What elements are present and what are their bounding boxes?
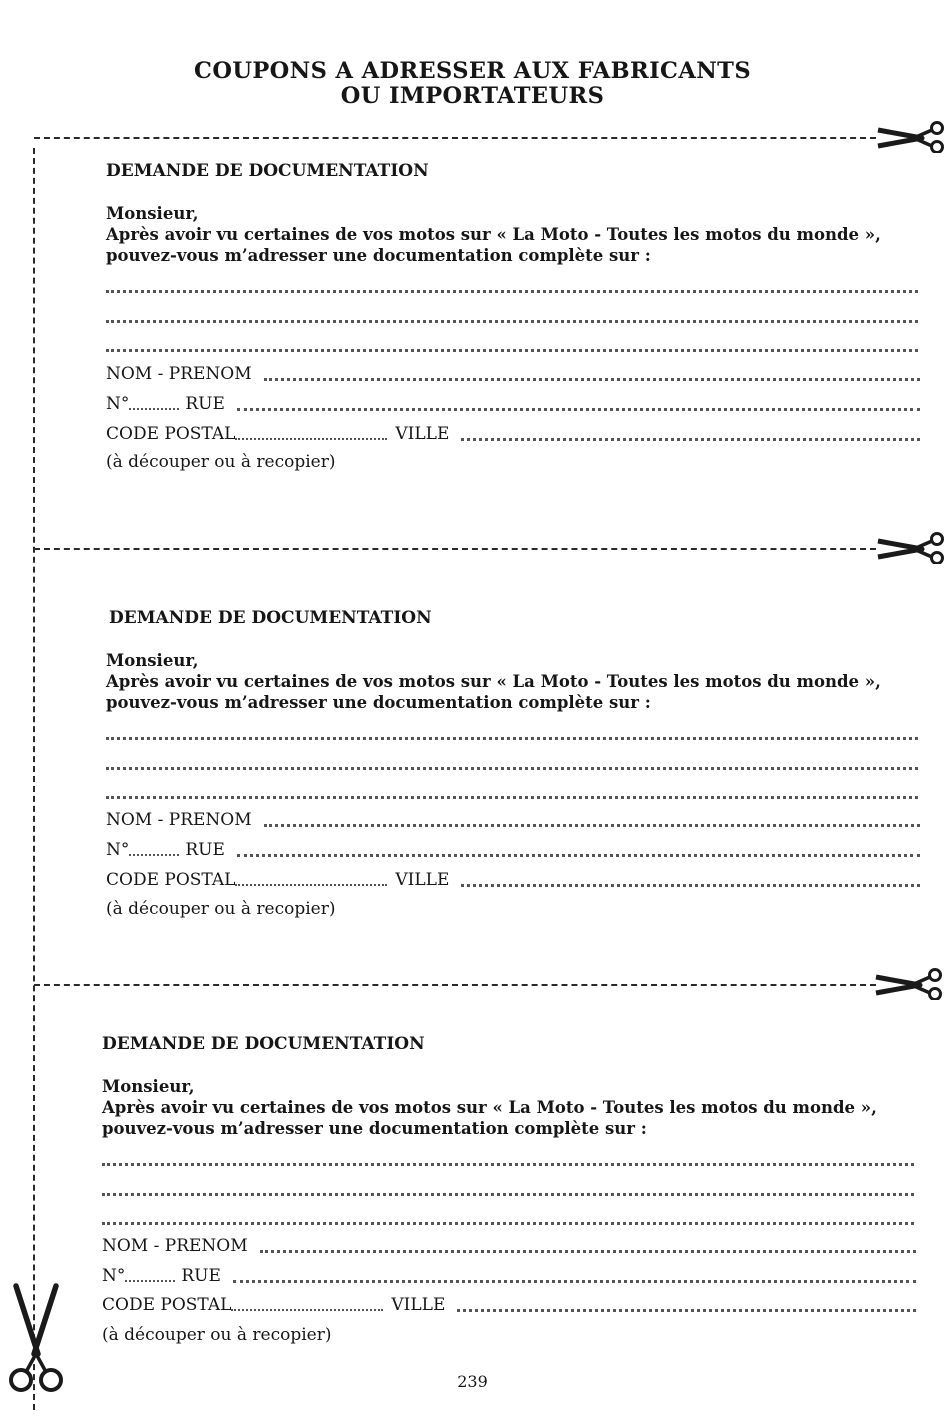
salutation: Monsieur, [106, 204, 199, 223]
blank-line[interactable] [106, 733, 918, 740]
city-blank[interactable] [457, 1309, 916, 1312]
number-blank[interactable] [125, 1280, 175, 1282]
blank-line[interactable] [106, 792, 918, 799]
street-blank[interactable] [237, 854, 920, 857]
number-blank[interactable] [129, 854, 179, 856]
blank-line[interactable] [106, 345, 918, 352]
salutation: Monsieur, [102, 1077, 195, 1096]
postal-code-label: CODE POSTAL [102, 1295, 232, 1315]
postal-code-label: CODE POSTAL [106, 870, 236, 890]
name-field[interactable] [106, 809, 920, 831]
coupon-heading: DEMANDE DE DOCUMENTATION [106, 161, 429, 181]
name-label: NOM - PRENOM [102, 1236, 248, 1256]
city-blank[interactable] [461, 884, 920, 887]
number-blank[interactable] [129, 408, 179, 410]
name-field[interactable] [106, 363, 920, 385]
postal-city-field[interactable] [102, 1294, 916, 1316]
number-label: N° [106, 394, 130, 414]
request-line-2: pouvez-vous m’adresser une documentation complète sur : [106, 246, 651, 265]
coupon-1 [106, 161, 920, 501]
name-blank[interactable] [260, 1250, 916, 1253]
postal-code-blank[interactable] [231, 1309, 383, 1311]
cut-note: (à découper ou à recopier) [102, 1325, 332, 1345]
postal-city-field[interactable] [106, 869, 920, 891]
name-label: NOM - PRENOM [106, 364, 252, 384]
postal-code-blank[interactable] [235, 438, 387, 440]
name-field[interactable] [102, 1235, 916, 1257]
name-blank[interactable] [264, 824, 920, 827]
number-label: N° [106, 840, 130, 860]
name-label: NOM - PRENOM [106, 810, 252, 830]
page-title-line-2: OU IMPORTATEURS [340, 83, 605, 109]
cut-note: (à découper ou à recopier) [106, 899, 336, 919]
coupon-intro [106, 203, 920, 266]
page-title-line-1: COUPONS A ADRESSER AUX FABRICANTS [194, 58, 751, 84]
street-label: RUE [185, 840, 225, 860]
street-blank[interactable] [233, 1280, 916, 1283]
coupon-heading: DEMANDE DE DOCUMENTATION [102, 1034, 425, 1054]
coupon-intro [102, 1076, 916, 1139]
blank-line[interactable] [102, 1218, 914, 1225]
coupon-3 [102, 1034, 916, 1374]
scissors-icon [876, 532, 945, 564]
blank-line[interactable] [106, 763, 918, 770]
blank-line[interactable] [102, 1189, 914, 1196]
postal-code-label: CODE POSTAL [106, 424, 236, 444]
coupon-2 [106, 608, 920, 948]
number-label: N° [102, 1266, 126, 1286]
street-label: RUE [185, 394, 225, 414]
street-field[interactable] [106, 839, 920, 861]
coupon-heading: DEMANDE DE DOCUMENTATION [109, 608, 432, 628]
street-blank[interactable] [237, 408, 920, 411]
cut-note: (à découper ou à recopier) [106, 452, 336, 472]
cut-line-middle-1 [34, 548, 876, 550]
blank-line[interactable] [106, 316, 918, 323]
request-line-2: pouvez-vous m’adresser une documentation complète sur : [102, 1119, 647, 1138]
blank-line[interactable] [106, 286, 918, 293]
street-field[interactable] [106, 393, 920, 415]
postal-city-field[interactable] [106, 423, 920, 445]
postal-code-blank[interactable] [235, 884, 387, 886]
city-blank[interactable] [461, 438, 920, 441]
street-label: RUE [181, 1266, 221, 1286]
city-label: VILLE [395, 870, 450, 890]
scissors-icon [876, 121, 945, 153]
request-line-2: pouvez-vous m’adresser une documentation complète sur : [106, 693, 651, 712]
scissors-icon [874, 968, 944, 1000]
city-label: VILLE [395, 424, 450, 444]
request-line-1: Après avoir vu certaines de vos motos sur « La Moto - Toutes les motos du monde », [102, 1098, 877, 1117]
street-field[interactable] [102, 1265, 916, 1287]
name-blank[interactable] [264, 378, 920, 381]
cut-line-middle-2 [34, 984, 876, 986]
cut-line-left [33, 148, 35, 1410]
page-number: 239 [457, 1372, 488, 1391]
blank-line[interactable] [102, 1159, 914, 1166]
cut-line-top [34, 137, 876, 139]
request-line-1: Après avoir vu certaines de vos motos sur « La Moto - Toutes les motos du monde », [106, 225, 881, 244]
salutation: Monsieur, [106, 651, 199, 670]
coupon-intro [106, 650, 920, 713]
request-line-1: Après avoir vu certaines de vos motos sur « La Moto - Toutes les motos du monde », [106, 672, 881, 691]
city-label: VILLE [391, 1295, 446, 1315]
